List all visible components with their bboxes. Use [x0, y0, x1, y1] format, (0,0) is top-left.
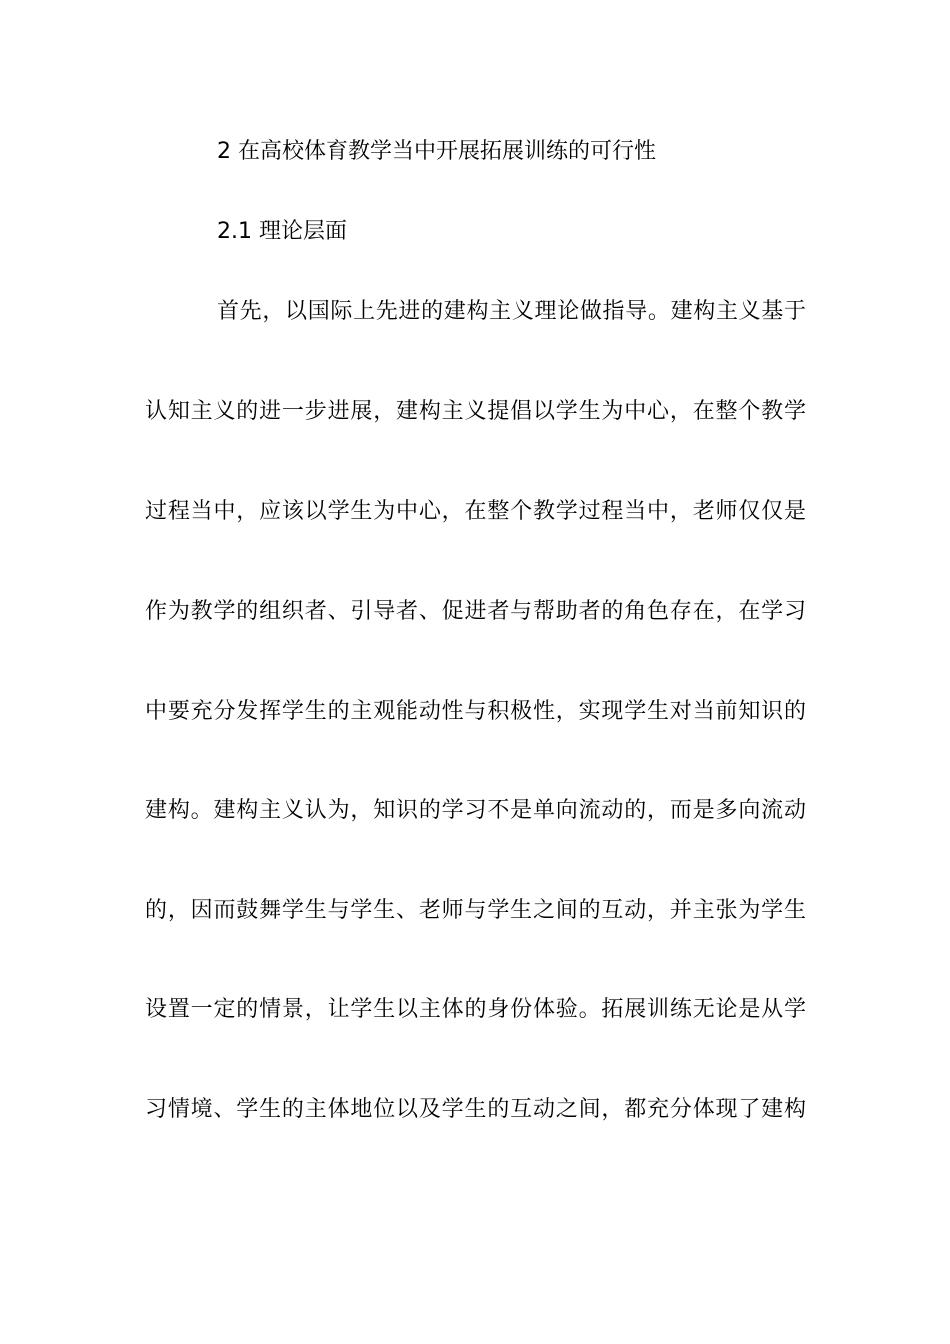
section-heading: 2 在高校体育教学当中开展拓展训练的可行性 [217, 139, 656, 164]
paragraph-line: 中要充分发挥学生的主观能动性与积极性，实现学生对当前知识的 [145, 699, 806, 724]
paragraph-line: 建构。建构主义认为，知识的学习不是单向流动的，而是多向流动 [145, 798, 806, 823]
subsection-heading: 2.1 理论层面 [217, 219, 347, 244]
paragraph-line: 设置一定的情景，让学生以主体的身份体验。拓展训练无论是从学 [145, 997, 806, 1022]
paragraph-line: 过程当中，应该以学生为中心，在整个教学过程当中，老师仅仅是 [145, 499, 806, 524]
paragraph-line: 的，因而鼓舞学生与学生、老师与学生之间的互动，并主张为学生 [145, 898, 806, 923]
paragraph-line: 作为教学的组织者、引导者、促进者与帮助者的角色存在，在学习 [145, 599, 806, 624]
paragraph-line: 首先，以国际上先进的建构主义理论做指导。建构主义基于 [217, 299, 806, 324]
paragraph-line: 习情境、学生的主体地位以及学生的互动之间，都充分体现了建构 [145, 1097, 806, 1122]
paragraph-line: 认知主义的进一步进展，建构主义提倡以学生为中心，在整个教学 [145, 399, 806, 424]
